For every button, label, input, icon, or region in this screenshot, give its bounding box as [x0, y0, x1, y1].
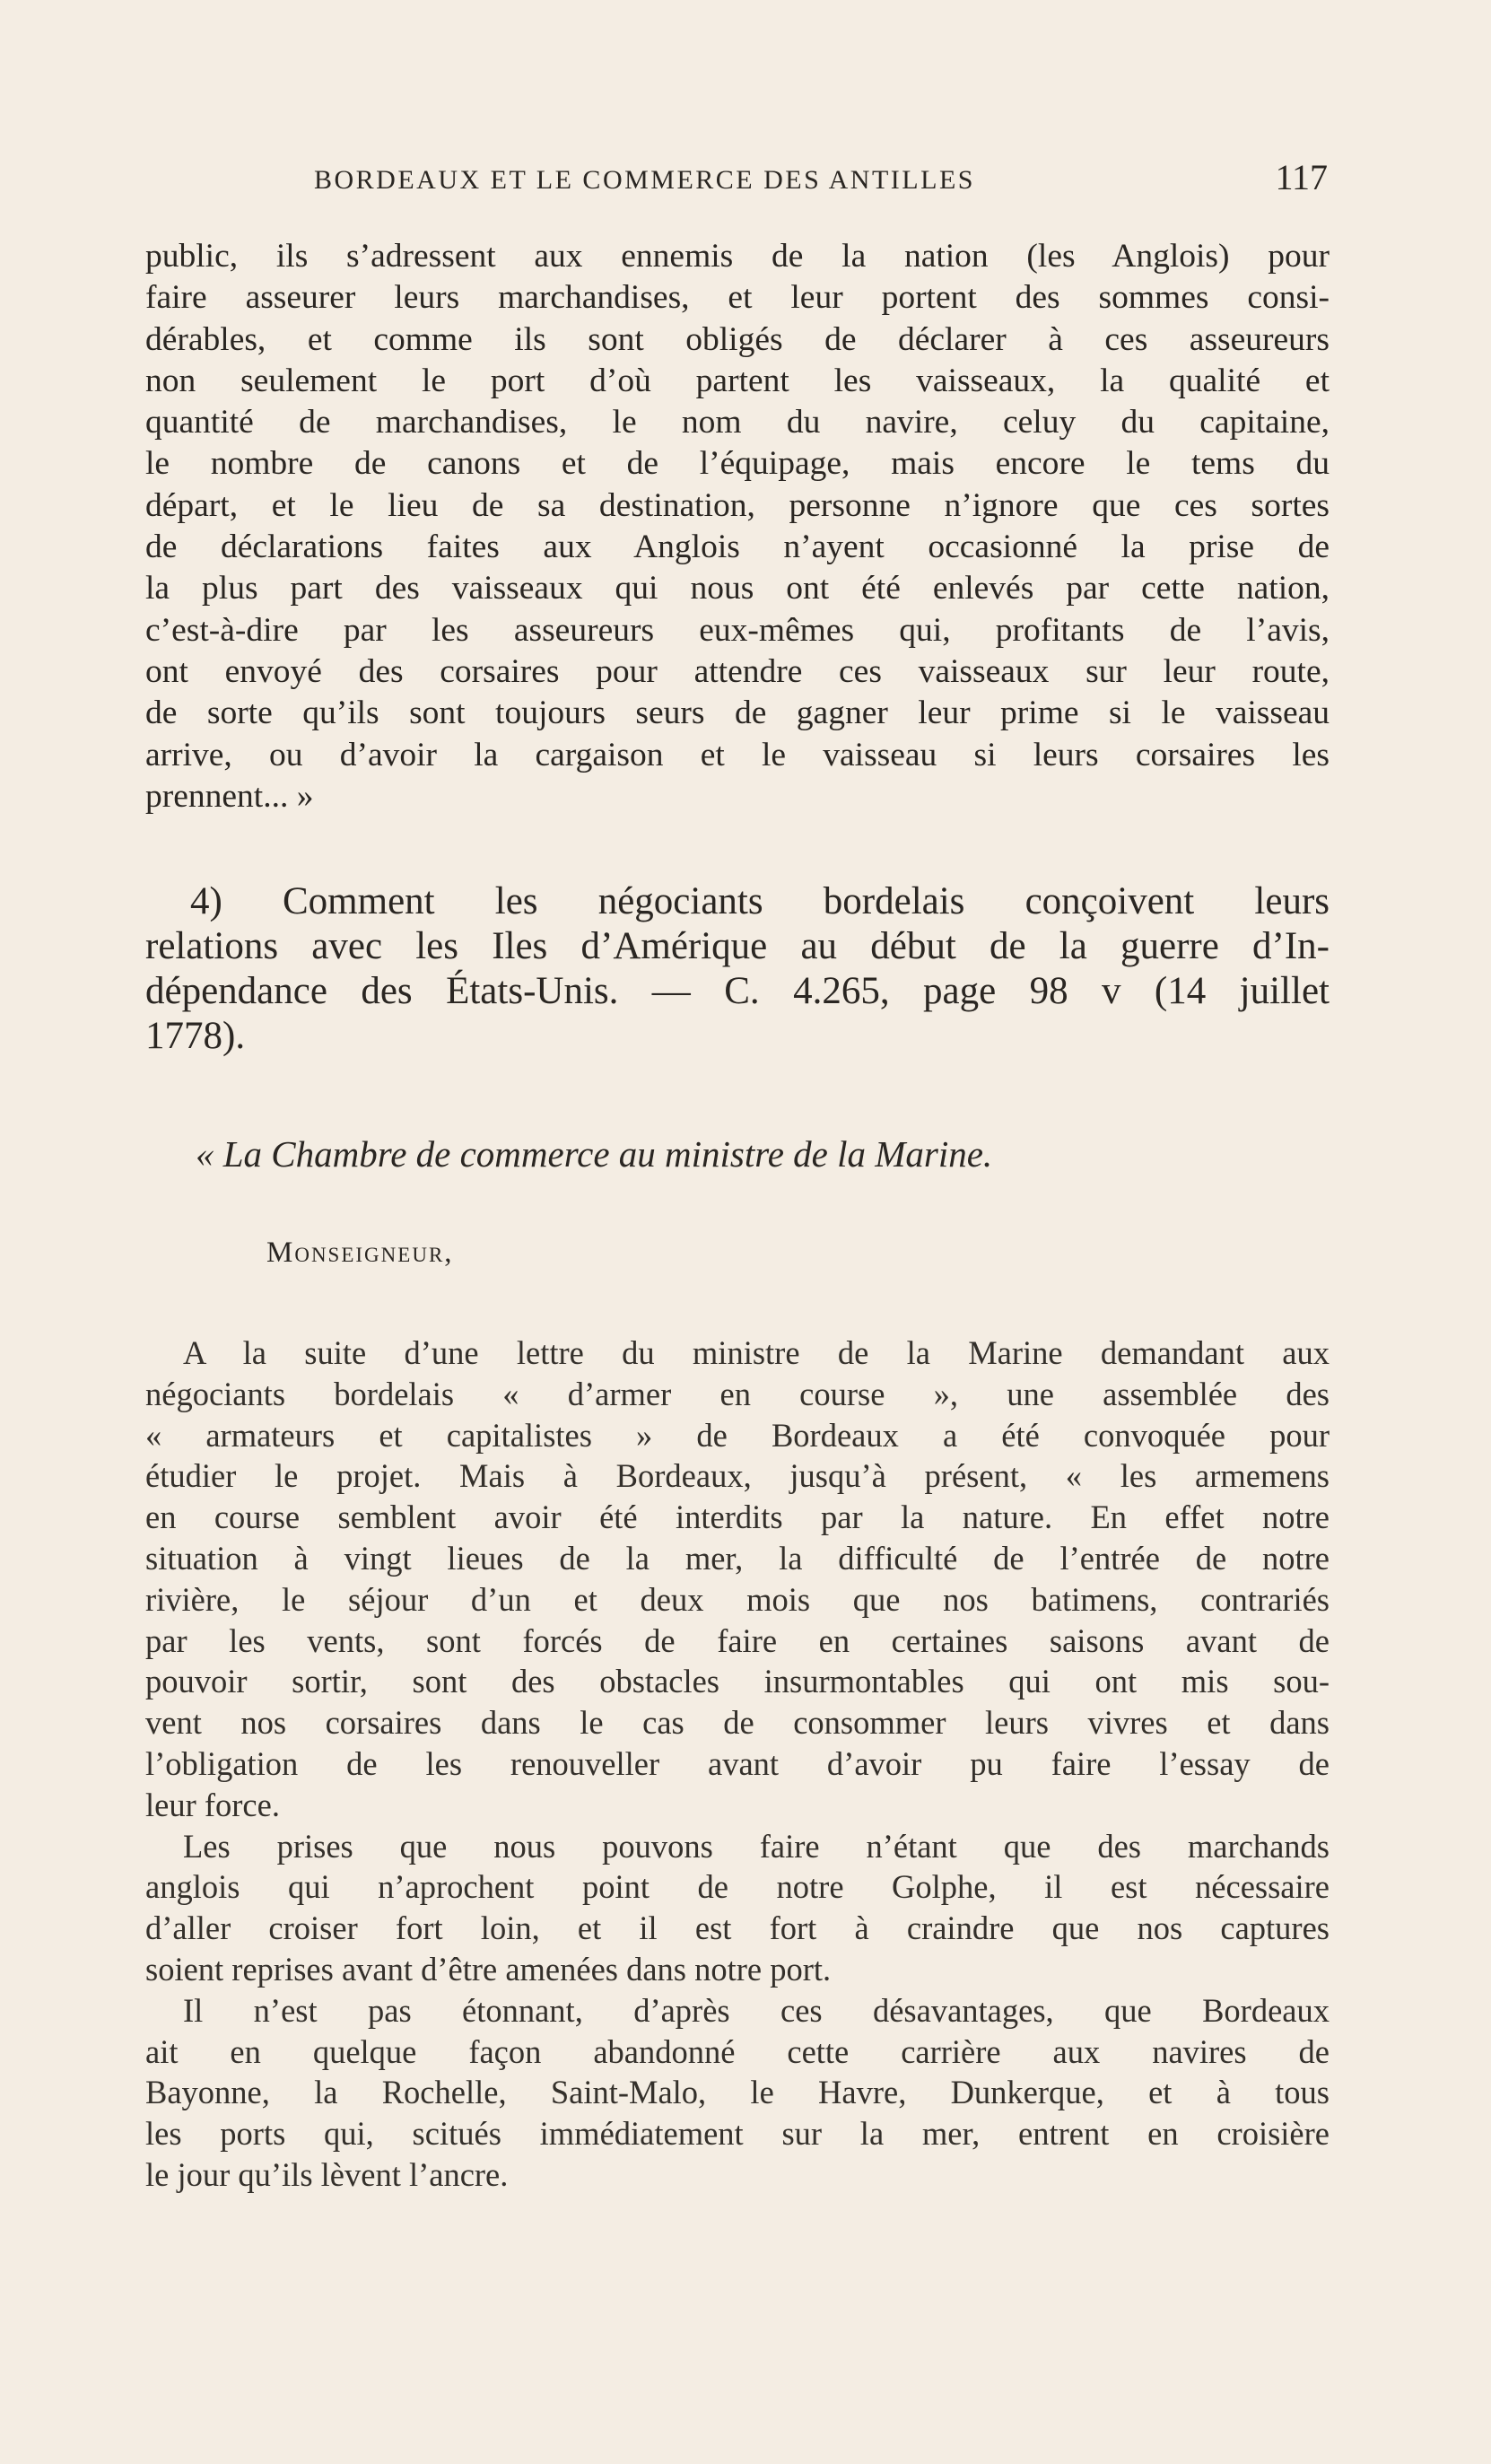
heading-line: 4) Comment les négociants bordelais conçoivent leurs — [190, 880, 1330, 922]
letter-body — [145, 1332, 1330, 2196]
text-line: de sorte qu’ils sont toujours seurs de gagner leur prime si le vaisseau — [145, 695, 1330, 732]
text-line: négociants bordelais « d’armer en course », une assemblée des — [145, 1375, 1330, 1412]
text-line: la plus part des vaisseaux qui nous ont été enlevés par cette nation, — [145, 570, 1330, 607]
text-line: « armateurs et capitalistes » de Bordeaux a été convoquée pour — [145, 1416, 1330, 1454]
text-line: A la suite d’une lettre du ministre de la Marine demandant aux — [183, 1334, 1330, 1371]
salutation: Monseigneur, — [266, 1236, 454, 1269]
running-title: BORDEAUX ET LE COMMERCE DES ANTILLES — [314, 165, 975, 195]
text-line: l’obligation de les renouveller avant d’avoir pu faire l’essay de — [145, 1744, 1330, 1782]
text-line: dérables, et comme ils sont obligés de déclarer à ces asseureurs — [145, 320, 1330, 358]
text-line: d’aller croiser fort loin, et il est fort à craindre que nos captures — [145, 1909, 1330, 1947]
text-line: ont envoyé des corsaires pour attendre ces vaisseaux sur leur route, — [145, 652, 1330, 690]
text-line: soient reprises avant d’être amenées dans notre port. — [145, 1950, 832, 1988]
text-line: public, ils s’adressent aux ennemis de la nation (les Anglois) pour — [145, 238, 1330, 275]
text-line: le jour qu’ils lèvent l’ancre. — [145, 2155, 509, 2193]
text-line: les ports qui, scitués immédiatement sur la mer, entrent en croisière — [145, 2115, 1330, 2153]
heading-line: 1778). — [145, 1015, 246, 1057]
text-line: étudier le projet. Mais à Bordeaux, jusqu’à présent, « les armemens — [145, 1457, 1330, 1495]
text-line: Il n’est pas étonnant, d’après ces désavantages, que Bordeaux — [183, 1991, 1330, 2029]
text-line: rivière, le séjour d’un et deux mois que nos batimens, contrariés — [145, 1580, 1330, 1618]
quoted-passage — [145, 236, 1330, 817]
text-line: vent nos corsaires dans le cas de consommer leurs vivres et dans — [145, 1704, 1330, 1742]
heading-line: relations avec les Iles d’Amérique au début de la guerre d’In- — [145, 925, 1330, 967]
letter-heading: « La Chambre de commerce au ministre de la Marine. — [196, 1133, 993, 1175]
text-line: départ, et le lieu de sa destination, personne n’ignore que ces sortes — [145, 486, 1330, 524]
text-line: le nombre de canons et de l’équipage, mais encore le tems du — [145, 445, 1330, 483]
text-line: leur force. — [145, 1786, 280, 1823]
text-line: pouvoir sortir, sont des obstacles insurmontables qui ont mis sou- — [145, 1663, 1330, 1700]
heading-line: dépendance des États-Unis. — C. 4.265, page 98 v (14 juillet — [145, 970, 1330, 1012]
page-header — [144, 153, 1328, 206]
text-line: anglois qui n’aprochent point de notre Golphe, il est nécessaire — [145, 1868, 1330, 1906]
text-line: non seulement le port d’où partent les vaisseaux, la qualité et — [145, 362, 1330, 399]
text-line: faire asseurer leurs marchandises, et leur portent des sommes consi- — [145, 279, 1330, 317]
text-line: ait en quelque façon abandonné cette carrière aux navires de — [145, 2032, 1330, 2070]
section-heading — [145, 879, 1330, 1059]
text-line: en course semblent avoir été interdits par la nature. En effet notre — [145, 1498, 1330, 1536]
text-line: Les prises que nous pouvons faire n’étant que des marchands — [183, 1827, 1330, 1865]
text-line: arrive, ou d’avoir la cargaison et le vaisseau si leurs corsaires les — [145, 736, 1330, 773]
text-line: par les vents, sont forcés de faire en certaines saisons avant de — [145, 1621, 1330, 1659]
text-line: quantité de marchandises, le nom du navire, celuy du capitaine, — [145, 404, 1330, 441]
text-line: Bayonne, la Rochelle, Saint-Malo, le Havre, Dunkerque, et à tous — [145, 2074, 1330, 2111]
text-line: de déclarations faites aux Anglois n’ayent occasionné la prise de — [145, 529, 1330, 566]
text-line: c’est-à-dire par les asseureurs eux-mêmes qui, profitants de l’avis, — [145, 611, 1330, 649]
text-line: situation à vingt lieues de la mer, la difficulté de l’entrée de notre — [145, 1539, 1330, 1577]
text-line: prennent... » — [145, 777, 314, 815]
page-number: 117 — [1275, 157, 1328, 197]
